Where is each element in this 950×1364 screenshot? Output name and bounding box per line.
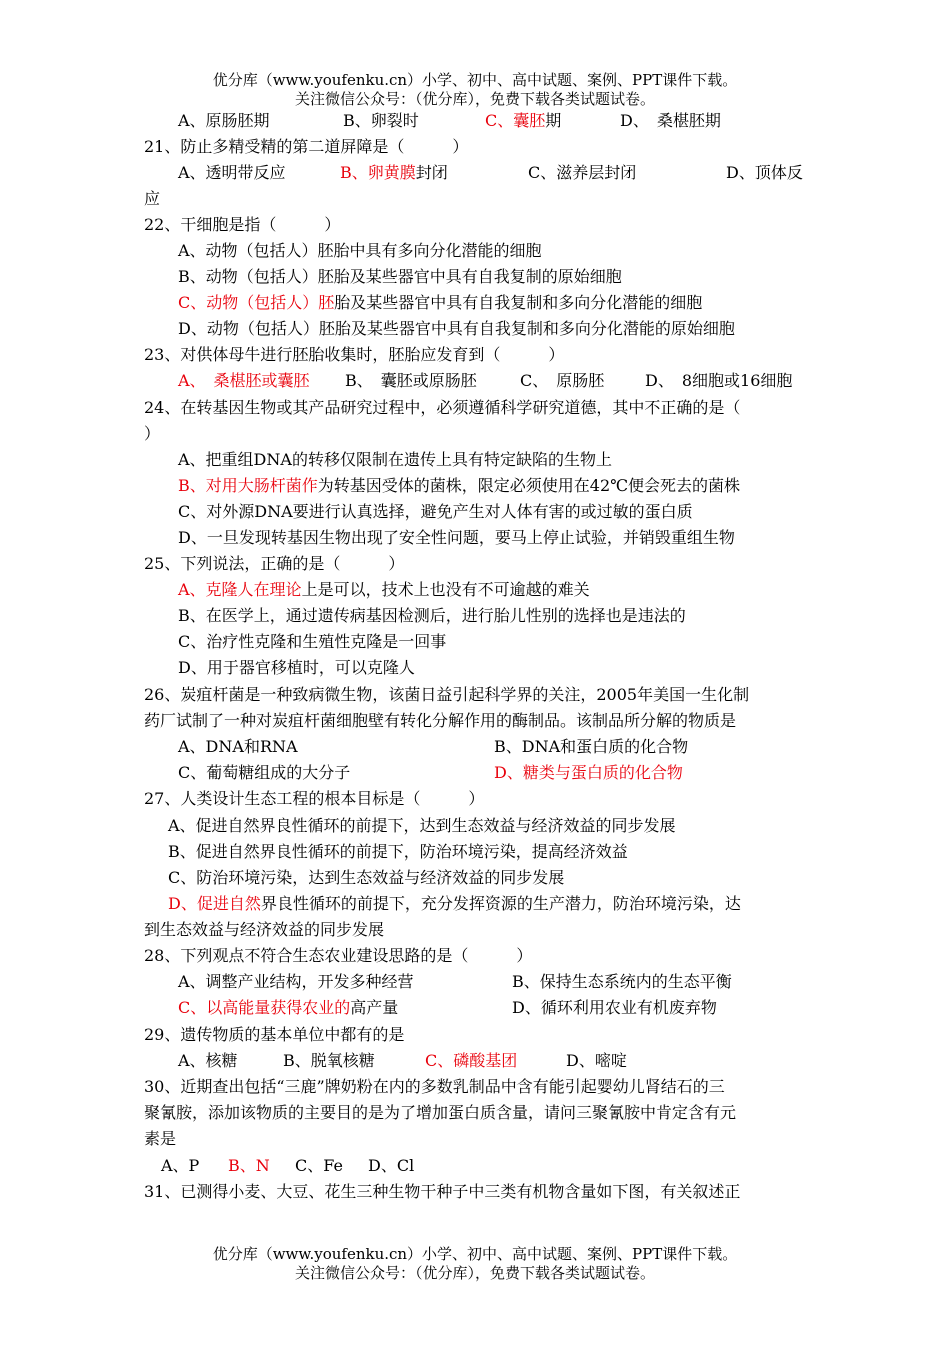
q30-option-a: A、P xyxy=(161,1156,200,1175)
q25-option-b: B、在医学上，通过遗传病基因检测后，进行胎儿性别的选择也是违法的 xyxy=(178,606,686,625)
q23-stem: 23、对供体母牛进行胚胎收集时，胚胎应发育到（ ） xyxy=(144,345,565,364)
footer-line-2: 关注微信公众号：（优分库），免费下载各类试题试卷。 xyxy=(294,1264,655,1282)
q23-option-b: B、 囊胚或原肠胚 xyxy=(345,371,477,390)
q29-option-c: C、磷酸基团 xyxy=(425,1051,518,1070)
q28-option-b: B、保持生态系统内的生态平衡 xyxy=(512,972,732,991)
header-line-2: 关注微信公众号：（优分库），免费下载各类试题试卷。 xyxy=(294,90,655,108)
q23-option-a: A、 桑椹胚或囊胚 xyxy=(178,371,310,390)
q22-stem: 22、干细胞是指（ ） xyxy=(144,215,341,234)
q23-option-c: C、 原肠胚 xyxy=(520,371,605,390)
q24-stem-cont: ） xyxy=(144,424,161,443)
q27-stem: 27、人类设计生态工程的根本目标是（ ） xyxy=(144,789,485,808)
q29-option-b: B、脱氧核糖 xyxy=(283,1051,375,1070)
q21-stem: 21、防止多精受精的第二道屏障是（ ） xyxy=(144,137,469,156)
q25-option-d: D、用于器官移植时，可以克隆人 xyxy=(178,658,415,677)
q29-option-d: D、嘧啶 xyxy=(566,1051,627,1070)
q20-option-d: D、 桑椹胚期 xyxy=(620,111,721,130)
q20-option-a: A、原肠胚期 xyxy=(178,111,270,130)
q30-option-b: B、N xyxy=(228,1156,270,1175)
q20-option-b: B、卵裂时 xyxy=(343,111,419,130)
q26-option-d: D、糖类与蛋白质的化合物 xyxy=(494,763,683,782)
q25-option-c: C、治疗性克隆和生殖性克隆是一回事 xyxy=(178,632,447,651)
q26-stem-cont: 药厂试制了一种对炭疽杆菌细胞壁有转化分解作用的酶制品。该制品所分解的物质是 xyxy=(144,711,737,730)
q22-option-c: C、动物（包括人）胚胎及某些器官中具有自我复制和多向分化潜能的细胞 xyxy=(178,293,703,312)
q30-stem-cont: 聚氰胺，添加该物质的主要目的是为了增加蛋白质含量，请问三聚氰胺中肯定含有元 xyxy=(144,1103,737,1122)
q27-option-a: A、促进自然界良性循环的前提下，达到生态效益与经济效益的同步发展 xyxy=(168,816,676,835)
q25-stem: 25、下列说法，正确的是（ ） xyxy=(144,554,405,573)
q27-option-c: C、防治环境污染，达到生态效益与经济效益的同步发展 xyxy=(168,868,565,887)
q29-stem: 29、遗传物质的基本单位中都有的是 xyxy=(144,1025,405,1044)
q21-answer: B、卵黄膜 xyxy=(340,163,416,182)
q24-option-b: B、对用大肠杆菌作为转基因受体的菌株，限定必须使用在42℃便会死去的菌株 xyxy=(178,476,741,495)
q26-option-b: B、DNA和蛋白质的化合物 xyxy=(494,737,689,756)
q24-stem: 24、在转基因生物或其产品研究过程中，必须遵循科学研究道德，其中不正确的是（ xyxy=(144,398,741,417)
q30-stem: 30、近期查出包括“三鹿”牌奶粉在内的多数乳制品中含有能引起婴幼儿肾结石的三 xyxy=(144,1077,725,1096)
q23-option-d: D、 8细胞或16细胞 xyxy=(645,371,793,390)
q31-stem: 31、已测得小麦、大豆、花生三种生物干种子中三类有机物含量如下图，有关叙述正 xyxy=(144,1182,741,1201)
q27-option-b: B、促进自然界良性循环的前提下，防治环境污染，提高经济效益 xyxy=(168,842,628,861)
q28-stem: 28、下列观点不符合生态农业建设思路的是（ ） xyxy=(144,946,533,965)
q28-option-a: A、调整产业结构，开发多种经营 xyxy=(178,972,414,991)
q26-option-a: A、DNA和RNA xyxy=(178,737,298,756)
q28-option-c: C、以高能量获得农业的高产量 xyxy=(178,998,399,1017)
q26-option-c: C、葡萄糖组成的大分子 xyxy=(178,763,351,782)
q26-stem: 26、炭疽杆菌是一种致病微生物，该菌日益引起科学界的关注，2005年美国一生化制 xyxy=(144,685,750,704)
q22-answer: C、动物（包括人）胚 xyxy=(178,293,335,312)
q24-option-d: D、一旦发现转基因生物出现了安全性问题，要马上停止试验，并销毁重组生物 xyxy=(178,528,735,547)
q24-answer: B、对用大肠杆菌作 xyxy=(178,476,318,495)
q20-answer: C、囊胚 xyxy=(485,111,546,130)
q24-option-c: C、对外源DNA要进行认真选择，避免产生对人体有害的或过敏的蛋白质 xyxy=(178,502,693,521)
q28-answer: C、以高能量获得农业的 xyxy=(178,998,351,1017)
q30-option-d: D、Cl xyxy=(368,1156,415,1175)
q25-option-a: A、克隆人在理论上是可以，技术上也没有不可逾越的难关 xyxy=(178,580,590,599)
q22-option-d: D、动物（包括人）胚胎及某些器官中具有自我复制和多向分化潜能的原始细胞 xyxy=(178,319,735,338)
q21-option-a: A、透明带反应 xyxy=(178,163,286,182)
q30-option-c: C、Fe xyxy=(295,1156,343,1175)
q25-answer: A、克隆人在理论 xyxy=(178,580,302,599)
q22-option-b: B、动物（包括人）胚胎及某些器官中具有自我复制的原始细胞 xyxy=(178,267,622,286)
q21-option-c: C、滋养层封闭 xyxy=(528,163,637,182)
q22-option-a: A、动物（包括人）胚胎中具有多向分化潜能的细胞 xyxy=(178,241,542,260)
q28-option-d: D、循环利用农业有机废弃物 xyxy=(512,998,717,1017)
footer-line-1: 优分库（www.youfenku.cn）小学、初中、高中试题、案例、PPT课件下载。 xyxy=(212,1245,738,1263)
q27-answer: D、促进自然 xyxy=(168,894,261,913)
q21-option-d-cont: 应 xyxy=(144,189,161,208)
q20-option-c: C、囊胚期 xyxy=(485,111,562,130)
q29-option-a: A、核糖 xyxy=(178,1051,238,1070)
q27-option-d: D、促进自然界良性循环的前提下，充分发挥资源的生产潜力，防治环境污染，达 xyxy=(168,894,741,913)
q21-option-d: D、顶体反 xyxy=(726,163,803,182)
q24-option-a: A、把重组DNA的转移仅限制在遗传上具有特定缺陷的生物上 xyxy=(178,450,612,469)
q21-option-b: B、卵黄膜封闭 xyxy=(340,163,448,182)
q30-stem-cont2: 素是 xyxy=(144,1129,177,1148)
header-line-1: 优分库（www.youfenku.cn）小学、初中、高中试题、案例、PPT课件下载。 xyxy=(212,71,738,89)
q27-option-d-cont: 到生态效益与经济效益的同步发展 xyxy=(144,920,385,939)
